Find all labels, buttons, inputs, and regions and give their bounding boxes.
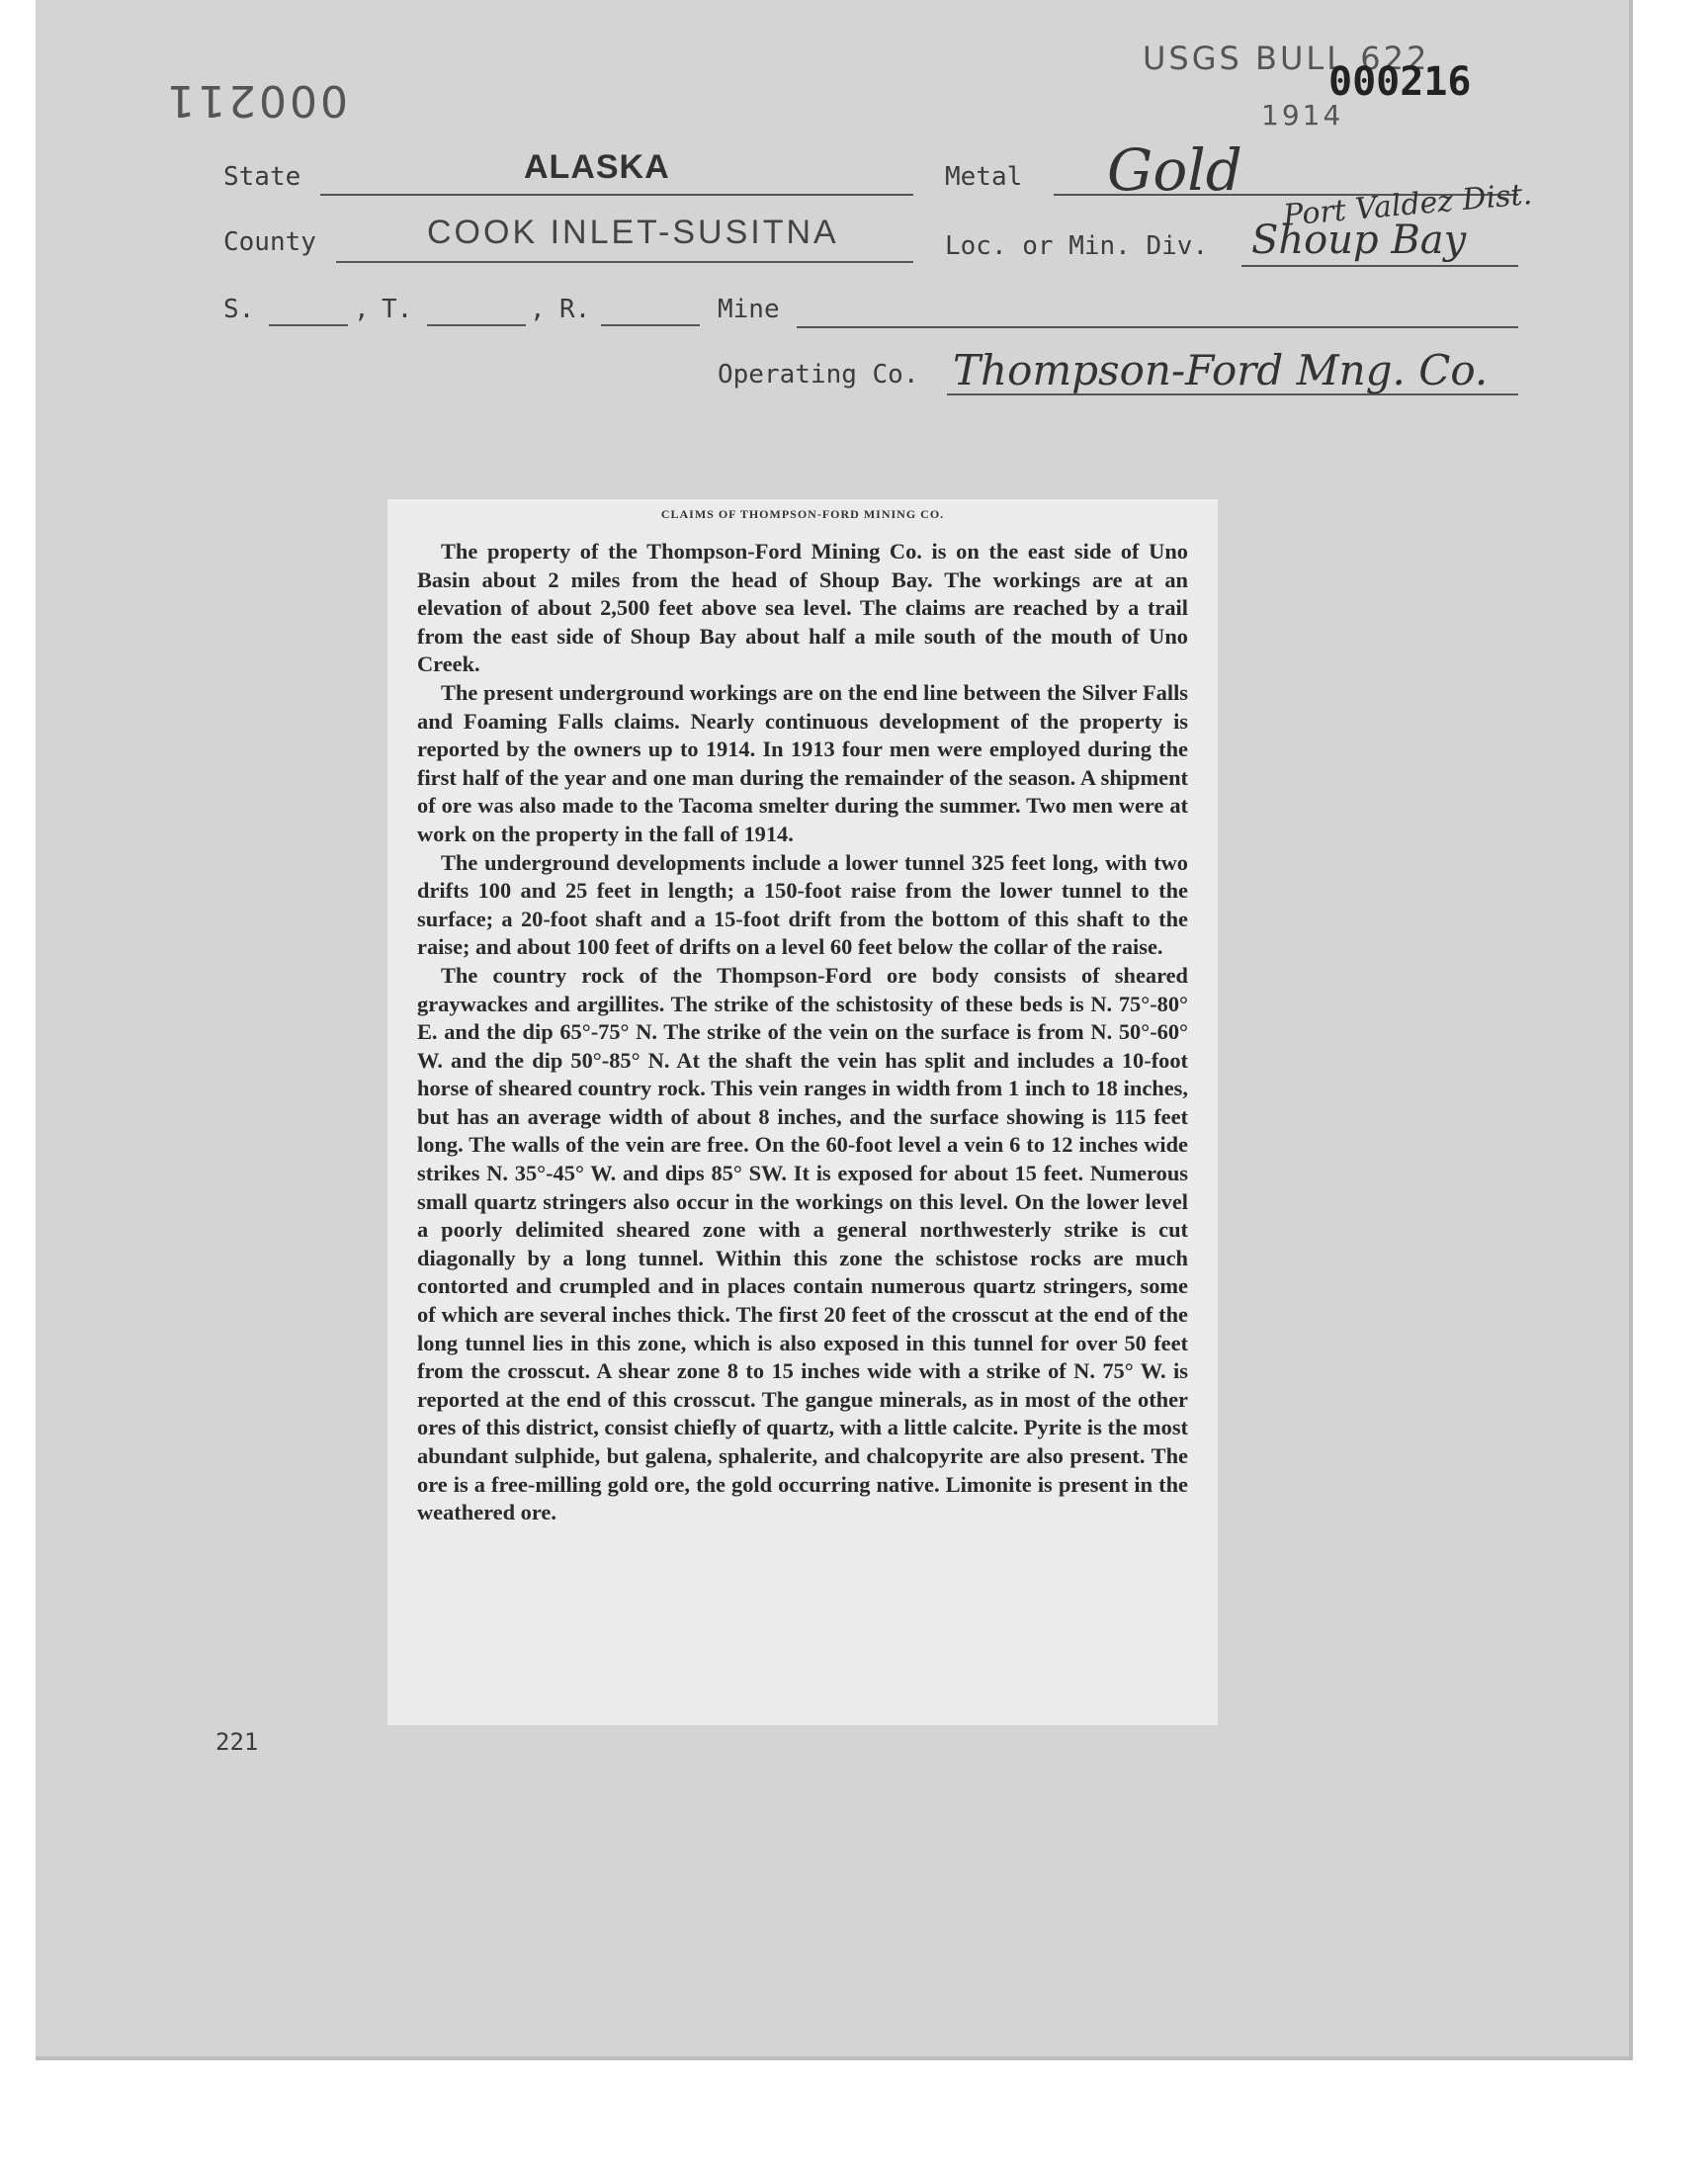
page-number: 221 xyxy=(215,1728,259,1756)
t-label: T. xyxy=(382,295,413,324)
s-comma: , xyxy=(354,295,370,324)
stamp-left-number: 000211 xyxy=(164,75,348,126)
county-line xyxy=(336,261,913,263)
state-label: State xyxy=(223,162,301,192)
clipping-paragraph: The present underground workings are on the end line between the Silver Falls and Foaming Falls claims. Nearly continuous development of the property is reported by the owners up to 1914. In 1913 four men were employed during the first half of the year and one man during the remainder of the season. A shipment of ore was also made to the Tacoma smelter during the summer. Two men were at work on the property in the fall of 1914. xyxy=(417,679,1188,846)
article-clipping xyxy=(387,499,1218,1725)
district-note: Port Valdez Dist. xyxy=(1281,177,1534,233)
stamp-card-number: 000216 xyxy=(1328,59,1472,105)
s-line xyxy=(269,324,348,326)
operating-value: Thompson-Ford Mng. Co. xyxy=(953,346,1489,394)
clipping-title: CLAIMS OF THOMPSON-FORD MINING CO. xyxy=(660,507,945,521)
operating-label: Operating Co. xyxy=(718,360,919,390)
state-value: ALASKA xyxy=(524,148,670,186)
clipping-paragraph: The underground developments include a lower tunnel 325 feet long, with two drifts 100 and 25 feet in length; a 150-foot raise from the lower tunnel to the surface; a 20-foot shaft and a 15-foot drift from the bottom of this shaft to the raise; and about 100 feet of drifts on a level 60 feet below the collar of the raise. xyxy=(417,849,1188,960)
loc-line xyxy=(1241,265,1518,267)
loc-label: Loc. or Min. Div. xyxy=(945,231,1209,261)
stamp-bulletin: USGS BULL 622 xyxy=(1143,40,1430,77)
mine-label: Mine xyxy=(718,295,780,324)
metal-label: Metal xyxy=(945,162,1023,192)
county-label: County xyxy=(223,227,316,257)
t-comma: , xyxy=(530,295,546,324)
state-line xyxy=(320,194,913,196)
r-line xyxy=(601,324,700,326)
r-label: R. xyxy=(559,295,591,324)
loc-value: Shoup Bay xyxy=(1251,218,1467,263)
stamp-year: 1914 xyxy=(1261,99,1344,131)
county-value: COOK INLET-SUSITNA xyxy=(427,214,839,251)
s-label: S. xyxy=(223,295,255,324)
metal-value: Gold xyxy=(1107,136,1242,204)
clipping-paragraph: The property of the Thompson-Ford Mining Co. is on the east side of Uno Basin about 2 miles from the head of Shoup Bay. The workings are at an elevation of about 2,500 feet above sea level. The claims are reached by a trail from the east side of Shoup Bay about half a mile south of the mouth of Uno Creek. xyxy=(417,539,1188,677)
clipping-paragraph: The country rock of the Thompson-Ford ore body consists of sheared graywackes and argillites. The strike of the schistosity of these beds is N. 75°-80° E. and the dip 65°-75° N. The strike of the vein on the surface is from N. 50°-60° W. and the dip 50°-85° N. At the shaft the vein has split and includes a 10-foot horse of sheared country rock. This vein ranges in width from 1 inch to 18 inches, but has an average width of about 8 inches, and the surface showing is 115 feet long. The walls of the vein are free. On the 60-foot level a vein 6 to 12 inches wide strikes N. 35°-45° W. and dips 85° SW. It is exposed for about 15 feet. Numerous small quartz stringers also occur in the workings on this level. On the lower level a poorly delimited sheared zone with a general northwesterly strike is cut diagonally by a long tunnel. Within this zone the schistose rocks are much contorted and crumpled and in places contain numerous quartz stringers, some of which are several inches thick. The first 20 feet of the crosscut at the end of the long tunnel lies in this zone, which is also exposed in this tunnel for over 50 feet from the crosscut. A shear zone 8 to 15 inches wide with a strike of N. 75° W. is reported at the end of this crosscut. The gangue minerals, as in most of the other ores of this district, consist chiefly of quartz, with a little calcite. Pyrite is the most abundant sulphide, but galena, sphalerite, and chalcopyrite are also present. The ore is a free-milling gold ore, the gold occurring native. Limonite is present in the weathered ore. xyxy=(417,962,1188,1525)
t-line xyxy=(427,324,526,326)
mine-line xyxy=(797,326,1518,328)
